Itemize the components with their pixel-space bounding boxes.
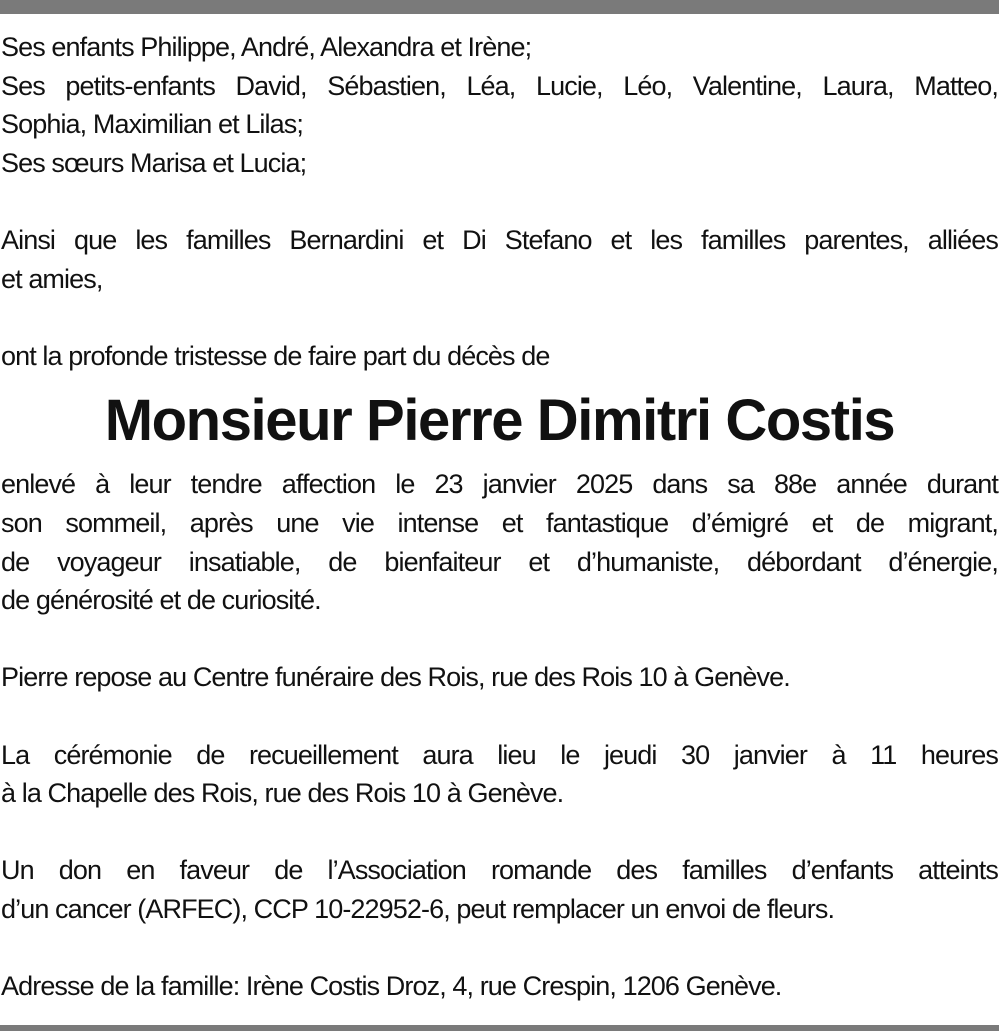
ceremony-line-end: à la Chapelle des Rois, rue des Rois 10 à Genève. xyxy=(1,778,564,809)
top-rule xyxy=(0,0,999,14)
tribute-line: enlevé à leur tendre affection le 23 janvier 2025 dans sa 88e année durant xyxy=(1,469,998,500)
bottom-rule xyxy=(0,1025,999,1031)
donation-line-end: d’un cancer (ARFEC), CCP 10-22952-6, peut remplacer un envoi de fleurs. xyxy=(1,893,835,924)
grandchildren-line: Ses petits-enfants David, Sébastien, Léa, Lucie, Léo, Valentine, Laura, Matteo, xyxy=(1,70,998,101)
ceremony-section xyxy=(1,736,998,813)
tribute-section xyxy=(1,465,998,619)
families-line: Ainsi que les familles Bernardini et Di Stefano et les familles parentes, alliées xyxy=(1,224,998,255)
children-line: Ses enfants Philippe, André, Alexandra et Irène; xyxy=(1,32,532,62)
donation-section xyxy=(1,851,998,928)
families-line-end: et amies, xyxy=(1,263,103,294)
deceased-name: Monsieur Pierre Dimitri Costis xyxy=(104,388,895,454)
donation-line: Un don en faveur de l’Association romande des familles d’enfants atteints xyxy=(1,855,998,886)
spacer xyxy=(1,928,998,967)
family-section xyxy=(1,28,998,182)
spacer xyxy=(1,813,998,852)
grandchildren-line-end: Sophia, Maximilian et Lilas; xyxy=(1,109,303,140)
spacer xyxy=(1,697,998,736)
rest-location-text: Pierre repose au Centre funéraire des Rois, rue des Rois 10 à Genève. xyxy=(1,662,790,693)
ceremony-line: La cérémonie de recueillement aura lieu le jeudi 30 janvier à 11 heures xyxy=(1,739,998,770)
family-address-text: Adresse de la famille: Irène Costis Droz, 4, rue Crespin, 1206 Genève. xyxy=(1,971,782,1002)
spacer xyxy=(1,182,998,221)
sisters-line: Ses sœurs Marisa et Lucia; xyxy=(1,147,307,178)
spacer xyxy=(1,620,998,659)
tribute-line-end: de générosité et de curiosité. xyxy=(1,585,321,616)
tribute-line: de voyageur insatiable, de bienfaiteur et d’humaniste, débordant d’énergie, xyxy=(1,546,998,577)
families-section xyxy=(1,221,998,298)
obituary-notice xyxy=(1,28,998,1006)
announcement-text: ont la profonde tristesse de faire part du décès de xyxy=(1,340,550,371)
tribute-line: son sommeil, après une vie intense et fantastique d’émigré et de migrant, xyxy=(1,507,998,538)
spacer xyxy=(1,298,998,337)
